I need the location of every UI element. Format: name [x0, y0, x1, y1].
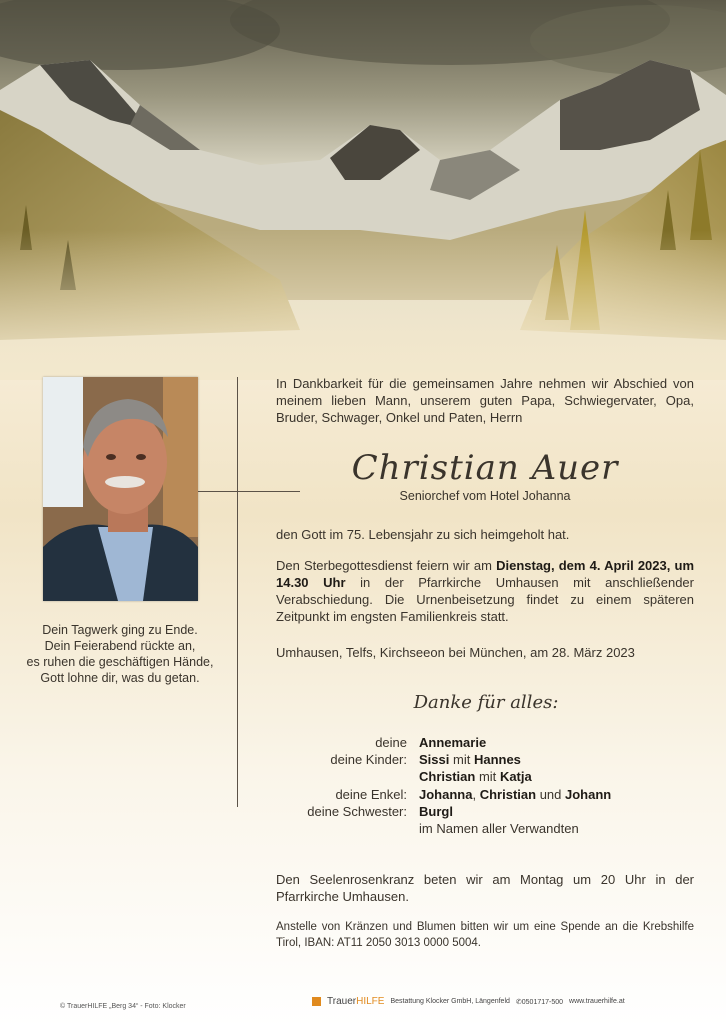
service-pre: Den Sterbegottesdienst feiern wir am — [276, 558, 497, 573]
company-name: Bestattung Klocker GmbH, Längenfeld — [390, 998, 510, 1005]
family-row-children-2 — [276, 768, 696, 785]
service-time: um 14.30 Uhr — [276, 558, 694, 590]
rosary-text: Den Seelenrosenkranz beten wir am Montag um 20 Uhr in der Pfarrkirche Umhausen. — [276, 872, 694, 904]
photo-credit: © TrauerHILFE „Berg 34“ - Foto: Klocker — [60, 1003, 186, 1010]
family-name: Burgl — [419, 803, 453, 819]
portrait-photo — [43, 377, 198, 601]
family-row-grandchildren — [276, 786, 696, 803]
service-date: Dienstag, dem 4. April 2023, — [496, 558, 671, 573]
relatives-text: im Namen aller Verwandten — [419, 821, 579, 837]
family-row-relatives — [276, 820, 696, 837]
family-name: Annemarie — [419, 735, 487, 750]
place-date: Umhausen, Telfs, Kirchseeon bei München, am 28. März 2023 — [276, 645, 635, 660]
family-row-wife — [276, 734, 696, 751]
horizontal-cross-line — [198, 491, 300, 492]
deceased-name: Christian Auer — [351, 448, 619, 488]
family-name: Johann — [565, 786, 612, 802]
deceased-subtitle: Seniorchef vom Hotel Johanna — [399, 489, 571, 503]
donation-text: Anstelle von Kränzen und Blumen bitten wir um eine Spende an die Krebshilfe Tirol, IBAN: AT11 2050 3013 0000 5004. — [276, 921, 694, 949]
company-phone: ✆0501717-500 — [515, 998, 564, 1006]
thanks-heading: Danke für alles: — [413, 692, 559, 713]
family-connector: und — [539, 786, 562, 802]
family-name: Christian — [419, 769, 476, 785]
family-row-children — [276, 751, 696, 768]
family-name: Christian — [479, 786, 537, 802]
service-post: in der Pfarrkirche Umhausen mit anschließender Verabschiedung. Die Urnenbeisetzung findet zu einem späteren Zeitpunkt im engsten Familienkreis statt. — [276, 575, 694, 624]
family-label: deine Kinder: — [330, 752, 407, 768]
mountain-landscape-image — [0, 0, 726, 380]
family-name: Sissi — [419, 752, 450, 768]
family-label: deine Enkel: — [335, 786, 407, 802]
family-connector: mit — [452, 752, 471, 768]
family-connector: , — [472, 786, 477, 802]
family-label: deine — [375, 735, 407, 750]
poem-line: Dein Feierabend rückte an, — [44, 639, 196, 653]
family-name: Katja — [499, 769, 532, 785]
family-name: Hannes — [473, 752, 521, 768]
company-website[interactable]: www.trauerhilfe.at — [569, 998, 625, 1005]
family-label: deine Schwester: — [307, 803, 407, 819]
poem-line: Gott lohne dir, was du getan. — [40, 671, 200, 685]
family-list — [276, 734, 696, 837]
poem-line: Dein Tagwerk ging zu Ende. — [42, 623, 198, 637]
footer-company — [312, 996, 625, 1007]
called-home-text: den Gott im 75. Lebensjahr zu sich heimgeholt hat. — [276, 527, 570, 542]
poem — [20, 622, 220, 686]
vertical-divider-line — [237, 377, 238, 807]
family-connector: mit — [478, 769, 497, 785]
poem-line: es ruhen die geschäftigen Hände, — [26, 655, 214, 669]
family-name: Johanna — [419, 786, 473, 802]
trauerhilfe-logo-text: TrauerHILFE — [327, 996, 385, 1007]
service-text — [276, 557, 694, 625]
intro-text: In Dankbarkeit für die gemeinsamen Jahre nehmen wir Abschied von meinem lieben Mann, unserem guten Papa, Schwiegervater, Opa, Bruder, Schwager, Onkel und Paten, Herrn — [276, 376, 694, 425]
trauerhilfe-logo-icon — [312, 997, 321, 1006]
family-row-sister — [276, 803, 696, 820]
